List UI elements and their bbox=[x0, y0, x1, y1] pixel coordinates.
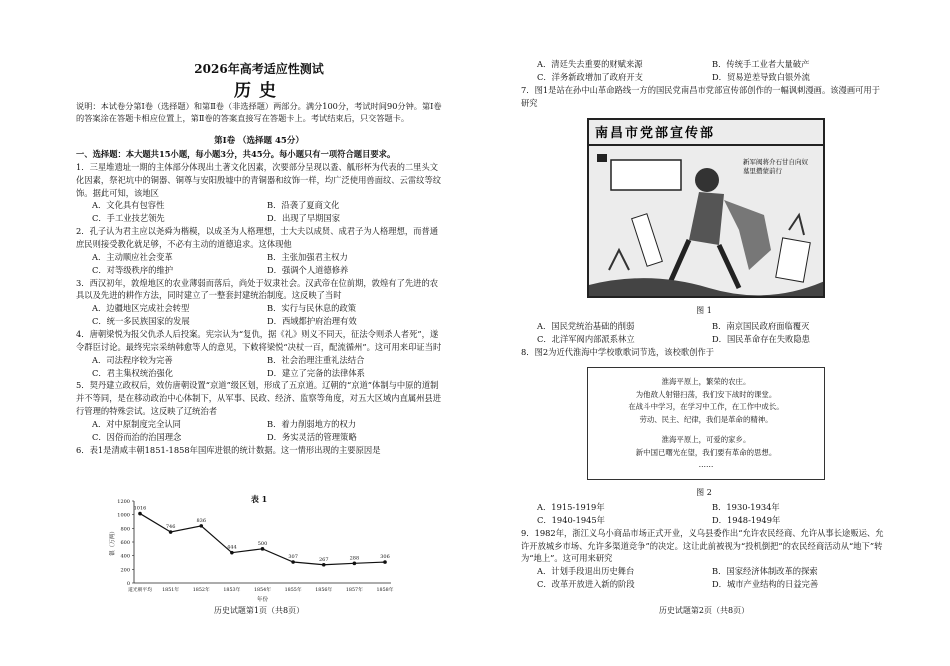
option[interactable]: C．君主集权统治强化 bbox=[92, 367, 174, 378]
option[interactable]: C．对等级秩序的维护 bbox=[92, 264, 174, 275]
option[interactable]: D．出现了早期国家 bbox=[267, 213, 341, 224]
x-tick-label: 1856年 bbox=[315, 588, 333, 593]
question-1: 1．三星堆遗址一期的主体部分体现出土著文化因素，次要部分呈现以盉、觚形杯为代表的二里头文化因素，祭祀坑中的铜器、铜尊与安阳殷墟中的青铜器和纹饰一样，均广泛使用兽面纹、云雷纹等纹饰。据此可知，该地区 bbox=[76, 161, 442, 198]
option[interactable]: A．清廷失去重要的财赋来源 bbox=[537, 59, 643, 69]
data-point bbox=[169, 530, 173, 534]
option[interactable]: A．对中原制度完全认同 bbox=[92, 419, 181, 430]
page-right bbox=[521, 0, 887, 666]
x-tick-label: 1853年 bbox=[223, 588, 241, 593]
option[interactable]: D．务实灵活的管理策略 bbox=[267, 431, 357, 442]
treasury-chart bbox=[106, 495, 396, 605]
series-line bbox=[140, 514, 385, 565]
figure-2-label: 图 2 bbox=[696, 488, 712, 497]
lyric-line: …… bbox=[698, 460, 714, 470]
question-flow-right-bottom bbox=[521, 501, 887, 591]
question-1-options bbox=[76, 199, 442, 225]
question-8: 8．图2为近代淮海中学校歌歌词节选，该校歌创作于 bbox=[521, 346, 715, 357]
section-heading: 第Ⅰ卷 （选择题 45分） bbox=[214, 136, 304, 146]
question-9: 9．1982年，浙江义乌小商品市场正式开业，义乌县委作出“允许农民经商、允许从事长途贩运、允许开放城乡市场、允许多渠道竞争”的决定。这让此前被视为“投机倒把”的农民经商活动从“地下”转为“地上”。这可用来研究 bbox=[521, 527, 884, 564]
y-axis-label: 银（万两） bbox=[110, 528, 116, 556]
question-3: 3．西汉初年，敦煌地区的农业薄弱而落后，尚处于奴隶社会。汉武帝在位前期，敦煌有了先进的农具以及先进的耕作方法，同时建立了一整套封建统治制度。这反映了当时 bbox=[76, 277, 439, 301]
data-point bbox=[199, 524, 203, 528]
option[interactable]: D．强调个人道德修养 bbox=[267, 264, 349, 275]
exam-instructions: 说明：本试卷分第Ⅰ卷（选择题）和第Ⅱ卷（非选择题）两部分。满分100分，考试时间90分钟。第Ⅰ卷的答案涂在答题卡相应位置上，第Ⅱ卷的答案直接写在答题卡上。考试结束后，只交答题卡。 bbox=[76, 101, 442, 124]
option[interactable]: B．1930-1934年 bbox=[712, 502, 780, 512]
y-tick-label: 1200 bbox=[117, 499, 130, 505]
data-label: 288 bbox=[349, 555, 360, 562]
cartoon-caption: 新军阀蒋介石甘自向奴墓里攒蒙前行 bbox=[743, 158, 808, 176]
option[interactable]: B．传统手工业者大量破产 bbox=[712, 59, 810, 69]
option[interactable]: A．国民党统治基础的削弱 bbox=[537, 321, 635, 331]
lyric-line: 劳动、民主、纪律，我们是革命的精神。 bbox=[639, 414, 773, 424]
option[interactable]: B．主张加强君主权力 bbox=[267, 251, 348, 262]
lyric-line: 在战斗中学习，在学习中工作，在工作中成长。 bbox=[628, 402, 784, 412]
y-tick-label: 1000 bbox=[117, 512, 130, 519]
exam-title: 2026年高考适应性测试 bbox=[194, 62, 324, 76]
option[interactable]: B．实行与民休息的政策 bbox=[267, 303, 357, 314]
question-flow-right-mid bbox=[521, 320, 887, 359]
cartoon-banner: 南昌市党部宣传部 bbox=[595, 126, 716, 141]
question-6: 6．表1是清咸丰朝1851-1858年国库进银的统计数据。这一情形出现的主要原因是 bbox=[76, 444, 381, 455]
y-tick-label: 800 bbox=[120, 526, 130, 533]
lyric-line: 新中国已曙光在望，我们要有革命的思想。 bbox=[635, 447, 777, 457]
x-tick-label: 1857年 bbox=[345, 588, 363, 593]
option[interactable]: D．城市产业结构的日益完善 bbox=[712, 579, 819, 590]
option[interactable]: B．着力削弱地方的权力 bbox=[267, 419, 357, 430]
option[interactable]: C．北洋军阀内部派系林立 bbox=[537, 333, 635, 344]
question-7-options bbox=[521, 320, 887, 346]
data-label: 307 bbox=[288, 554, 298, 561]
lyric-line: 淮海平原上，可爱的家乡。 bbox=[661, 435, 751, 445]
lyric-line: 淮海平原上，繁荣的农庄。 bbox=[661, 377, 751, 386]
option[interactable]: B．沿袭了夏商文化 bbox=[267, 200, 340, 211]
option[interactable]: D．1948-1949年 bbox=[712, 514, 781, 525]
data-point bbox=[261, 547, 265, 551]
data-label: 836 bbox=[196, 517, 207, 524]
data-label: 306 bbox=[380, 554, 390, 561]
option[interactable]: A．计划手段退出历史舞台 bbox=[537, 566, 635, 577]
data-label: 746 bbox=[165, 524, 176, 531]
question-5-options bbox=[76, 418, 442, 444]
option[interactable]: D．国民革命存在失败隐患 bbox=[712, 333, 810, 344]
x-tick-label: 1852年 bbox=[192, 588, 210, 593]
y-tick-label: 200 bbox=[120, 567, 130, 574]
data-point bbox=[138, 512, 142, 516]
option[interactable]: A．文化具有包容性 bbox=[92, 200, 165, 211]
subject-title: 历史 bbox=[234, 81, 284, 101]
page-footer: 历史试题第2页（共8页） bbox=[658, 606, 750, 615]
lyric-line: 为他敌人射错扫荡，我们安下战时的课堂。 bbox=[635, 389, 777, 399]
question-4: 4．唐朝梁悦为报父仇杀人后投案。宪宗认为“复仇，据《礼》则义不同天，征法令则杀人者死”，遂令群臣讨论。最终宪宗采纳韩愈等人的意见，下敕将梁悦“决杖一百，配流循州”。这可用来印证当时 bbox=[76, 329, 442, 352]
question-6-options bbox=[521, 58, 887, 84]
question-2-options bbox=[76, 251, 442, 277]
option[interactable]: A．1915-1919年 bbox=[537, 502, 605, 512]
page-left bbox=[76, 0, 442, 666]
question-flow-right-top bbox=[521, 58, 887, 109]
propaganda-cartoon bbox=[587, 118, 825, 298]
data-point bbox=[383, 560, 387, 564]
data-label: 1016 bbox=[133, 505, 147, 512]
data-label: 267 bbox=[318, 556, 329, 563]
option[interactable]: B．国家经济体制改革的探索 bbox=[712, 566, 818, 577]
option[interactable]: C．1940-1945年 bbox=[537, 514, 605, 525]
x-tick-label: 1855年 bbox=[284, 588, 302, 593]
question-9-options bbox=[521, 565, 887, 591]
data-label: 444 bbox=[227, 544, 237, 551]
x-tick-label: 1851年 bbox=[162, 588, 180, 593]
option[interactable]: C．改革开放进入新的阶段 bbox=[537, 579, 635, 590]
option[interactable]: C．因俗而治的治国理念 bbox=[92, 431, 182, 442]
data-point bbox=[230, 551, 234, 555]
part-intro: 一、选择题：本大题共15小题，每小题3分，共45分。每小题只有一项符合题目要求。 bbox=[76, 149, 396, 159]
question-flow-left bbox=[76, 148, 442, 457]
option[interactable]: B．社会治理注重礼法结合 bbox=[267, 354, 365, 365]
cartoon-illustration-icon bbox=[589, 120, 825, 298]
figure-1-label: 图 1 bbox=[696, 306, 712, 315]
data-point bbox=[291, 560, 295, 564]
data-label: 500 bbox=[257, 540, 268, 547]
option[interactable]: C．手工业技艺领先 bbox=[92, 213, 165, 224]
question-8-options bbox=[521, 501, 887, 527]
page-footer: 历史试题第1页（共8页） bbox=[213, 606, 305, 615]
question-5: 5．契丹建立政权后，效仿唐朝设置“京道”级区划，形成了五京道。辽朝的“京道”体制与中原的道制并不等同，是在移动政治中心体制下，从军事、民政、经济、监察等角度，对五大区域内直属州县进行管理的特殊尝试。这反映了辽统治者 bbox=[76, 380, 442, 417]
option[interactable]: A．边疆地区完成社会转型 bbox=[92, 303, 190, 314]
chart-svg bbox=[106, 495, 396, 605]
x-tick-label: 1858年 bbox=[376, 588, 394, 593]
x-tick-label: 道光朝平均 bbox=[128, 588, 152, 593]
option[interactable]: C．统一多民族国家的发展 bbox=[92, 316, 190, 327]
question-4-options bbox=[76, 354, 442, 380]
option[interactable]: A．司法程序较为完善 bbox=[92, 354, 173, 365]
option[interactable]: C．洋务新政增加了政府开支 bbox=[537, 71, 643, 82]
option[interactable]: B．南京国民政府面临覆灭 bbox=[712, 321, 810, 331]
y-tick-label: 600 bbox=[120, 540, 130, 546]
option[interactable]: D．建立了完备的法律体系 bbox=[267, 367, 365, 378]
question-3-options bbox=[76, 302, 442, 328]
option[interactable]: A．主动顺应社会变革 bbox=[92, 251, 173, 262]
x-axis-label: 年份 bbox=[256, 597, 269, 603]
option[interactable]: D．西域都护府治理有效 bbox=[267, 316, 357, 327]
question-2: 2．孔子认为君主应以尧舜为楷模，以成圣为人格理想，士大夫以成贤、成君子为人格理想，而普通庶民则接受教化就足够，不必有主动的道德追求。这体现他 bbox=[76, 226, 439, 250]
y-tick-label: 0 bbox=[126, 581, 130, 587]
data-point bbox=[353, 562, 357, 566]
option[interactable]: D．贸易逆差导致白银外流 bbox=[712, 71, 810, 82]
y-tick-label: 400 bbox=[120, 553, 130, 560]
school-song-lyrics bbox=[587, 367, 825, 480]
data-point bbox=[322, 563, 326, 567]
x-tick-label: 1854年 bbox=[253, 588, 272, 593]
question-7: 7．图1是站在孙中山革命路线一方的国民党南昌市党部宣传部创作的一幅讽刺漫画。该漫画可用于研究 bbox=[521, 84, 881, 108]
chart-title: 表 1 bbox=[250, 494, 268, 504]
